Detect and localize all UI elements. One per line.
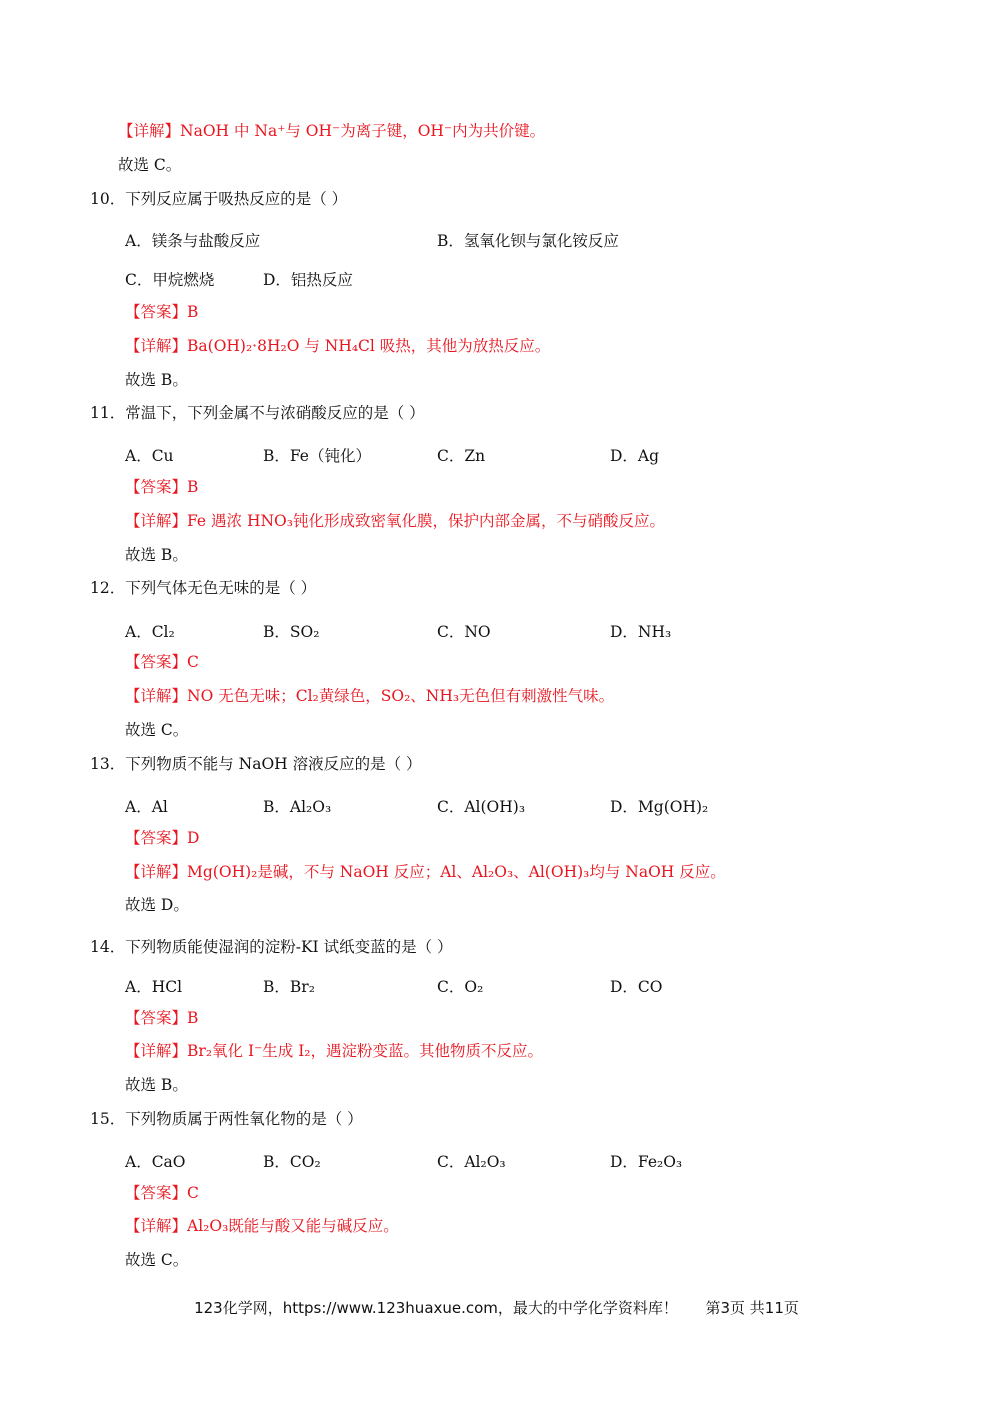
question-text: 下列反应属于吸热反应的是（ ） — [125, 190, 348, 208]
question-10-stem — [90, 189, 347, 209]
question-number: 13． — [90, 755, 126, 773]
q15-option-d: D．Fe₂O₃ — [610, 1153, 683, 1171]
question-12-stem — [90, 578, 316, 598]
q15-explanation — [125, 1216, 399, 1236]
answer-value: B — [187, 303, 199, 321]
explain-tag: 【详解】 — [125, 512, 188, 530]
answer-tag: 【答案】 — [125, 829, 188, 847]
question-15-stem — [90, 1109, 363, 1129]
q14-explanation — [125, 1041, 543, 1061]
question-14-stem — [90, 937, 453, 957]
q14-option-b: B．Br₂ — [263, 978, 315, 996]
explain-text: NaOH 中 Na⁺与 OH⁻为离子键，OH⁻内为共价键。 — [180, 122, 546, 140]
q10-option-c: C．甲烷燃烧 — [125, 271, 215, 289]
q11-answer — [125, 477, 198, 497]
answer-value: C — [187, 1184, 199, 1202]
q15-option-c: C．Al₂O₃ — [437, 1153, 506, 1171]
page-footer — [0, 1297, 993, 1318]
answer-value: B — [187, 1009, 199, 1027]
page-number: 第3页 共11页 — [705, 1299, 799, 1317]
answer-value: C — [187, 653, 199, 671]
question-number: 12． — [90, 579, 126, 597]
answer-value: D — [187, 829, 200, 847]
q12-option-b: B．SO₂ — [263, 623, 320, 641]
prev-explanation — [118, 121, 545, 141]
q10-conclusion: 故选 B。 — [125, 371, 188, 389]
q13-conclusion: 故选 D。 — [125, 896, 189, 914]
q11-conclusion: 故选 B。 — [125, 546, 188, 564]
q15-answer — [125, 1183, 199, 1203]
explain-text: NO 无色无味；Cl₂黄绿色，SO₂、NH₃无色但有刺激性气味。 — [187, 687, 615, 705]
question-number: 11． — [90, 404, 126, 422]
q12-option-a: A．Cl₂ — [125, 623, 175, 641]
q11-option-a: A．Cu — [125, 447, 174, 465]
q10-explanation — [125, 336, 550, 356]
q12-explanation — [125, 686, 614, 706]
q14-option-c: C．O₂ — [437, 978, 484, 996]
question-number: 10． — [90, 190, 126, 208]
q13-option-b: B．Al₂O₃ — [263, 798, 332, 816]
q14-option-d: D．CO — [610, 978, 663, 996]
q11-option-c: C．Zn — [437, 447, 486, 465]
explain-text: Al₂O₃既能与酸又能与碱反应。 — [187, 1217, 399, 1235]
q13-option-a: A．Al — [125, 798, 168, 816]
q15-conclusion: 故选 C。 — [125, 1251, 189, 1269]
q10-option-b: B．氢氧化钡与氯化铵反应 — [437, 232, 619, 250]
explain-tag: 【详解】 — [125, 1042, 188, 1060]
explain-tag: 【详解】 — [118, 122, 181, 140]
explain-text: Fe 遇浓 HNO₃钝化形成致密氧化膜，保护内部金属，不与硝酸反应。 — [187, 512, 665, 530]
q15-option-a: A．CaO — [125, 1153, 186, 1171]
q15-option-b: B．CO₂ — [263, 1153, 321, 1171]
question-text: 常温下，下列金属不与浓硝酸反应的是（ ） — [125, 404, 425, 422]
q12-option-c: C．NO — [437, 623, 491, 641]
explain-tag: 【详解】 — [125, 863, 188, 881]
question-number: 14． — [90, 938, 126, 956]
question-text: 下列物质不能与 NaOH 溶液反应的是（ ） — [125, 755, 422, 773]
q12-answer — [125, 652, 199, 672]
footer-text: 123化学网，https://www.123huaxue.com，最大的中学化学资料库！ — [194, 1299, 678, 1317]
question-text: 下列物质属于两性氧化物的是（ ） — [125, 1110, 363, 1128]
q10-answer — [125, 302, 198, 322]
q14-answer — [125, 1008, 198, 1028]
prev-conclusion: 故选 C。 — [118, 156, 182, 174]
answer-tag: 【答案】 — [125, 303, 188, 321]
q10-option-d: D．铝热反应 — [263, 271, 353, 289]
q13-answer — [125, 828, 199, 848]
question-13-stem — [90, 754, 422, 774]
q11-option-b: B．Fe（钝化） — [263, 447, 371, 465]
q13-option-d: D．Mg(OH)₂ — [610, 798, 709, 816]
q12-conclusion: 故选 C。 — [125, 721, 189, 739]
q13-explanation — [125, 862, 726, 882]
q14-conclusion: 故选 B。 — [125, 1076, 188, 1094]
q14-option-a: A．HCl — [125, 978, 183, 996]
q11-option-d: D．Ag — [610, 447, 660, 465]
q13-option-c: C．Al(OH)₃ — [437, 798, 526, 816]
explain-text: Ba(OH)₂·8H₂O 与 NH₄Cl 吸热，其他为放热反应。 — [187, 337, 551, 355]
answer-tag: 【答案】 — [125, 478, 188, 496]
explain-tag: 【详解】 — [125, 687, 188, 705]
question-text: 下列物质能使湿润的淀粉-KI 试纸变蓝的是（ ） — [125, 938, 453, 956]
answer-tag: 【答案】 — [125, 1009, 188, 1027]
explain-text: Mg(OH)₂是碱，不与 NaOH 反应；Al、Al₂O₃、Al(OH)₃均与 NaOH 反应。 — [187, 863, 726, 881]
explain-tag: 【详解】 — [125, 1217, 188, 1235]
explain-text: Br₂氧化 I⁻生成 I₂，遇淀粉变蓝。其他物质不反应。 — [187, 1042, 544, 1060]
answer-value: B — [187, 478, 199, 496]
explain-tag: 【详解】 — [125, 337, 188, 355]
q11-explanation — [125, 511, 665, 531]
q10-option-a: A．镁条与盐酸反应 — [125, 232, 261, 250]
q12-option-d: D．NH₃ — [610, 623, 672, 641]
question-number: 15． — [90, 1110, 126, 1128]
answer-tag: 【答案】 — [125, 1184, 188, 1202]
question-text: 下列气体无色无味的是（ ） — [125, 579, 317, 597]
answer-tag: 【答案】 — [125, 653, 188, 671]
question-11-stem — [90, 403, 425, 423]
